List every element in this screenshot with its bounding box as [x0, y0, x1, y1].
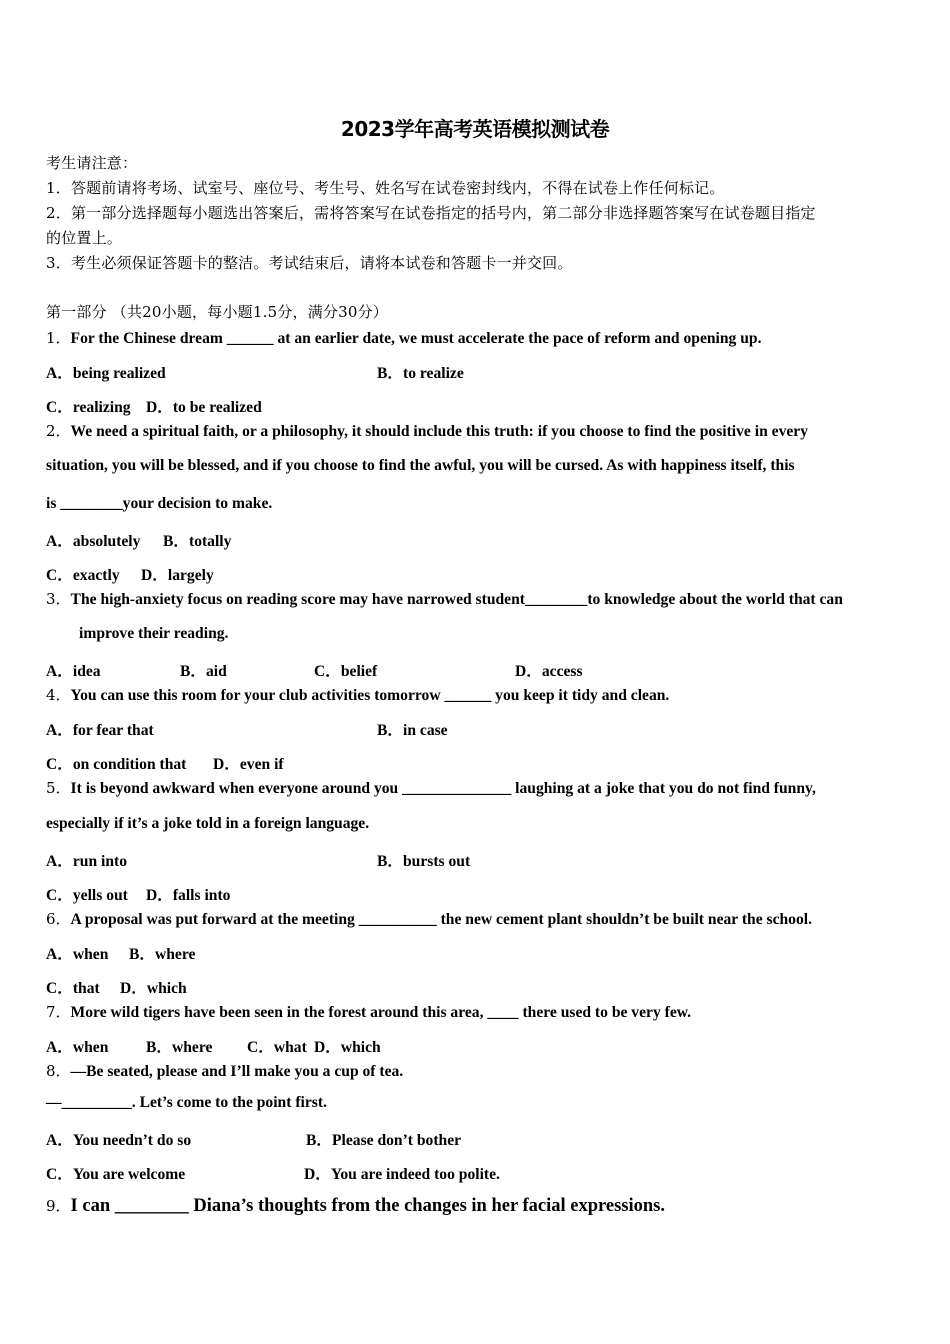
question-text: For the Chinese dream ______ at an earlier date, we must accelerate the pace of reform and opening up. [70, 330, 762, 347]
page-title: 2023学年高考英语模拟测试卷 [340, 117, 610, 141]
q2-option-a[interactable]: A．absolutely [46, 533, 141, 550]
q1-option-d[interactable]: D．to be realized [146, 399, 262, 416]
question-number: 2． [46, 422, 71, 440]
q4-option-c[interactable]: C．on condition that [46, 756, 187, 773]
question-2-line-2: situation, you will be blessed, and if you choose to find the awful, you will be cursed. As with happiness itself, this [46, 457, 795, 474]
q3-option-c[interactable]: C．belief [314, 663, 378, 680]
q4-option-b[interactable]: B．in case [377, 722, 448, 739]
question-number: 3． [46, 590, 71, 608]
question-8-line-2: —_________. Let’s come to the point first. [46, 1094, 327, 1111]
q7-option-d[interactable]: D．which [314, 1039, 381, 1056]
q5-option-a[interactable]: A．run into [46, 853, 128, 870]
q6-option-a[interactable]: A．when [46, 946, 109, 963]
q1-option-c[interactable]: C．realizing [46, 399, 131, 416]
question-5-line-2: especially if it’s a joke told in a foreign language. [46, 815, 370, 832]
question-2 [46, 420, 808, 441]
question-3-line-2: improve their reading. [79, 625, 229, 642]
q5-option-d[interactable]: D．falls into [146, 887, 231, 904]
question-number: 7． [46, 1003, 71, 1021]
q2-option-b[interactable]: B．totally [163, 533, 232, 550]
question-number: 6． [46, 910, 71, 928]
q5-option-c[interactable]: C．yells out [46, 887, 128, 904]
question-5 [46, 777, 816, 798]
question-text: We need a spiritual faith, or a philosophy, it should include this truth: if you choose to find the positive in every [70, 423, 809, 440]
notice-item-1: 1．答题前请将考场、试室号、座位号、考生号、姓名写在试卷密封线内，不得在试卷上作任何标记。 [46, 179, 725, 197]
question-text: More wild tigers have been seen in the forest around this area, ____ there used to be very few. [70, 1004, 692, 1021]
q8-option-d[interactable]: D．You are indeed too polite. [304, 1166, 500, 1183]
q4-option-d[interactable]: D．even if [213, 756, 284, 773]
question-6 [46, 908, 812, 929]
q6-option-c[interactable]: C．that [46, 980, 100, 997]
q7-option-c[interactable]: C．what [247, 1039, 307, 1056]
question-2-line-3: is ________your decision to make. [46, 495, 273, 512]
question-9 [46, 1195, 665, 1217]
q2-option-d[interactable]: D．largely [141, 567, 214, 584]
question-4 [46, 684, 669, 705]
q6-option-d[interactable]: D．which [120, 980, 187, 997]
question-number: 9． [46, 1197, 71, 1215]
question-text: It is beyond awkward when everyone around you ______________ laughing at a joke that you do not find funny, [70, 780, 816, 797]
notice-heading: 考生请注意： [46, 154, 138, 172]
question-number: 1． [46, 329, 71, 347]
q3-option-d[interactable]: D．access [515, 663, 583, 680]
question-number: 5． [46, 779, 71, 797]
question-text: I can ________ Diana’s thoughts from the changes in her facial expressions. [70, 1196, 665, 1216]
question-3 [46, 588, 843, 609]
question-text: The high-anxiety focus on reading score may have narrowed student________to knowledge about the world that can [70, 591, 843, 608]
notice-item-3: 3．考生必须保证答题卡的整洁。考试结束后，请将本试卷和答题卡一并交回。 [46, 254, 573, 272]
question-text: —Be seated, please and I’ll make you a cup of tea. [70, 1063, 404, 1080]
q3-option-a[interactable]: A．idea [46, 663, 101, 680]
q8-option-c[interactable]: C．You are welcome [46, 1166, 186, 1183]
q1-option-a[interactable]: A．being realized [46, 365, 166, 382]
question-text: A proposal was put forward at the meeting __________ the new cement plant shouldn’t be built near the school. [70, 911, 812, 928]
question-7 [46, 1001, 691, 1022]
q1-option-b[interactable]: B．to realize [377, 365, 464, 382]
question-number: 4． [46, 686, 71, 704]
q8-option-a[interactable]: A．You needn’t do so [46, 1132, 192, 1149]
q7-option-a[interactable]: A．when [46, 1039, 109, 1056]
q4-option-a[interactable]: A．for fear that [46, 722, 154, 739]
q2-option-c[interactable]: C．exactly [46, 567, 120, 584]
q8-option-b[interactable]: B．Please don’t bother [306, 1132, 462, 1149]
notice-item-2-cont: 的位置上。 [46, 229, 123, 247]
q3-option-b[interactable]: B．aid [180, 663, 227, 680]
q7-option-b[interactable]: B．where [146, 1039, 213, 1056]
question-1 [46, 327, 761, 348]
question-8 [46, 1060, 403, 1081]
section-heading: 第一部分 （共20小题，每小题1.5分，满分30分） [46, 303, 388, 321]
q6-option-b[interactable]: B．where [129, 946, 196, 963]
question-text: You can use this room for your club activities tomorrow ______ you keep it tidy and clean. [70, 687, 670, 704]
notice-item-2: 2．第一部分选择题每小题选出答案后，需将答案写在试卷指定的括号内，第二部分非选择题答案写在试卷题目指定 [46, 204, 816, 222]
q5-option-b[interactable]: B．bursts out [377, 853, 471, 870]
question-number: 8． [46, 1062, 71, 1080]
